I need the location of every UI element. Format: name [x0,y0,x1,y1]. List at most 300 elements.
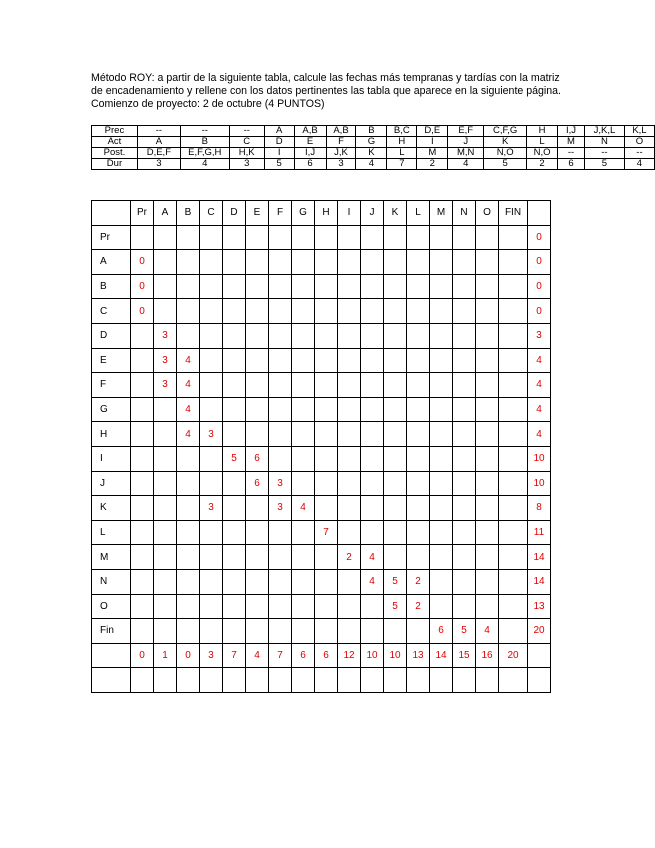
matrix-cell: 14 [528,569,551,594]
matrix-column-header [528,201,551,226]
matrix-cell [292,619,315,644]
matrix-cell [476,520,499,545]
matrix-cell [453,471,476,496]
matrix-row-label: N [92,569,131,594]
matrix-cell: 0 [131,250,154,275]
activity-info-table [91,125,655,170]
matrix-cell [499,373,528,398]
info-row [92,148,655,159]
info-cell: L [527,137,558,148]
matrix-cell [476,594,499,619]
matrix-cell [177,569,200,594]
info-cell: -- [558,148,585,159]
matrix-cell [154,250,177,275]
matrix-cell [499,446,528,471]
matrix-cell: 5 [453,619,476,644]
matrix-cell: 4 [361,569,384,594]
matrix-cell [246,323,269,348]
info-cell: G [356,137,387,148]
matrix-cell [476,225,499,250]
matrix-cell [223,373,246,398]
matrix-cell: 15 [453,643,476,668]
matrix-cell [154,594,177,619]
matrix-cell [338,348,361,373]
matrix-cell: 0 [131,643,154,668]
matrix-column-header: E [246,201,269,226]
matrix-row-label: M [92,545,131,570]
matrix-cell [223,397,246,422]
matrix-cell [131,348,154,373]
matrix-cell [361,397,384,422]
matrix-cell [246,569,269,594]
matrix-cell [269,545,292,570]
matrix-cell [361,520,384,545]
matrix-row [92,668,551,693]
info-cell: 3 [137,159,180,170]
info-cell: 5 [484,159,527,170]
matrix-cell [499,545,528,570]
matrix-cell [315,545,338,570]
matrix-cell [384,397,407,422]
info-cell: J,K [326,148,356,159]
matrix-cell [315,299,338,324]
matrix-cell [154,619,177,644]
matrix-column-header: M [430,201,453,226]
info-cell: A [264,126,294,137]
matrix-cell [200,520,223,545]
matrix-cell [269,225,292,250]
matrix-column-header: F [269,201,292,226]
matrix-cell [269,373,292,398]
matrix-cell [338,422,361,447]
matrix-cell [453,496,476,521]
matrix-cell [384,225,407,250]
matrix-cell: 3 [200,496,223,521]
matrix-cell [476,323,499,348]
matrix-cell [453,422,476,447]
matrix-cell [154,397,177,422]
matrix-cell [499,471,528,496]
matrix-cell [476,348,499,373]
matrix-cell [499,348,528,373]
matrix-cell [361,323,384,348]
info-cell: 4 [624,159,654,170]
matrix-cell: 6 [315,643,338,668]
matrix-cell [246,274,269,299]
matrix-row [92,619,551,644]
matrix-cell [200,446,223,471]
info-cell: 5 [584,159,624,170]
matrix-cell [430,594,453,619]
matrix-cell [177,496,200,521]
matrix-cell: 2 [407,594,430,619]
matrix-cell: 8 [528,496,551,521]
matrix-cell: 1 [154,643,177,668]
info-cell: F [326,137,356,148]
matrix-cell [154,471,177,496]
matrix-cell [453,520,476,545]
matrix-column-header: C [200,201,223,226]
matrix-cell [430,250,453,275]
matrix-cell [177,520,200,545]
matrix-cell [177,668,200,693]
matrix-cell: 10 [361,643,384,668]
matrix-row-label [92,643,131,668]
matrix-cell [269,422,292,447]
matrix-cell: 14 [528,545,551,570]
matrix-cell: 0 [528,299,551,324]
matrix-cell [269,569,292,594]
matrix-cell [407,397,430,422]
matrix-cell [384,520,407,545]
matrix-row-label: Pr [92,225,131,250]
matrix-cell [269,594,292,619]
matrix-cell [338,446,361,471]
matrix-cell [430,520,453,545]
info-cell: N,O [527,148,558,159]
matrix-cell: 7 [223,643,246,668]
matrix-cell [315,471,338,496]
matrix-cell [269,520,292,545]
matrix-cell [269,250,292,275]
matrix-cell [269,397,292,422]
matrix-row [92,496,551,521]
matrix-row [92,348,551,373]
matrix-cell: 3 [154,348,177,373]
matrix-cell [338,594,361,619]
matrix-cell [407,225,430,250]
matrix-cell: 10 [528,471,551,496]
matrix-cell [154,274,177,299]
info-cell: B [356,126,387,137]
info-cell: I,J [558,126,585,137]
matrix-cell [476,373,499,398]
matrix-row [92,520,551,545]
matrix-cell [384,496,407,521]
matrix-cell [246,373,269,398]
matrix-cell [315,594,338,619]
matrix-column-header: D [223,201,246,226]
matrix-cell [131,397,154,422]
matrix-cell [154,569,177,594]
matrix-row [92,594,551,619]
matrix-cell [338,373,361,398]
matrix-cell [269,323,292,348]
matrix-cell [361,668,384,693]
matrix-cell [246,397,269,422]
matrix-cell: 4 [528,373,551,398]
matrix-cell: 6 [430,619,453,644]
matrix-cell [292,520,315,545]
matrix-cell: 2 [407,569,430,594]
matrix-cell [499,569,528,594]
matrix-cell: 11 [528,520,551,545]
matrix-column-header: Pr [131,201,154,226]
matrix-cell: 20 [528,619,551,644]
matrix-cell [292,299,315,324]
info-cell: K [484,137,527,148]
matrix-row-label: A [92,250,131,275]
matrix-cell [131,594,154,619]
matrix-cell [131,520,154,545]
matrix-row [92,373,551,398]
matrix-cell [223,274,246,299]
matrix-cell: 6 [246,471,269,496]
info-cell: 3 [326,159,356,170]
matrix-cell [154,520,177,545]
matrix-cell [131,373,154,398]
matrix-cell [430,471,453,496]
matrix-cell [338,397,361,422]
info-cell: 2 [417,159,448,170]
matrix-cell [315,373,338,398]
matrix-cell [361,348,384,373]
matrix-row-label: O [92,594,131,619]
matrix-row [92,643,551,668]
matrix-cell: 0 [528,250,551,275]
matrix-cell [200,373,223,398]
info-cell: A,B [294,126,326,137]
matrix-cell [338,668,361,693]
info-cell: 4 [448,159,484,170]
matrix-cell: 4 [528,397,551,422]
info-cell: -- [180,126,229,137]
matrix-cell [292,668,315,693]
matrix-cell [384,446,407,471]
info-cell: J [448,137,484,148]
matrix-cell [453,397,476,422]
matrix-cell: 13 [528,594,551,619]
matrix-cell [315,250,338,275]
matrix-cell [292,446,315,471]
matrix-cell: 4 [177,348,200,373]
matrix-cell: 7 [269,643,292,668]
matrix-cell: 0 [528,225,551,250]
matrix-row [92,446,551,471]
info-cell: B [180,137,229,148]
matrix-cell: 7 [315,520,338,545]
matrix-cell [292,594,315,619]
matrix-cell [223,471,246,496]
matrix-row-label: K [92,496,131,521]
matrix-cell [407,545,430,570]
instruction-line: de encadenamiento y rellene con los datos pertinentes las tabla que aparece en la siguiente página. [91,85,561,97]
matrix-cell [292,422,315,447]
matrix-cell [430,397,453,422]
matrix-cell [407,348,430,373]
matrix-cell: 4 [292,496,315,521]
matrix-cell [361,619,384,644]
info-cell: M [417,148,448,159]
matrix-row [92,225,551,250]
info-cell: 3 [229,159,264,170]
instructions [91,72,571,111]
matrix-cell [453,250,476,275]
matrix-cell [338,250,361,275]
matrix-cell: 3 [269,471,292,496]
matrix-cell [154,299,177,324]
matrix-cell [200,668,223,693]
info-cell: M,N [448,148,484,159]
matrix-cell: 4 [246,643,269,668]
matrix-cell: 20 [499,643,528,668]
matrix-cell [499,250,528,275]
matrix-cell [476,274,499,299]
matrix-row-label: L [92,520,131,545]
matrix-cell [315,422,338,447]
info-cell: E,F [448,126,484,137]
matrix-row-label: I [92,446,131,471]
matrix-cell [499,594,528,619]
matrix-cell [223,422,246,447]
matrix-cell: 3 [154,323,177,348]
matrix-cell [361,274,384,299]
matrix-cell [430,668,453,693]
info-row-label: Post. [92,148,138,159]
matrix-cell [453,569,476,594]
info-cell: -- [229,126,264,137]
matrix-column-header: J [361,201,384,226]
matrix-cell [476,422,499,447]
info-row [92,137,655,148]
info-cell: C,F,G [484,126,527,137]
matrix-column-header: G [292,201,315,226]
matrix-row-label: J [92,471,131,496]
matrix-column-header: H [315,201,338,226]
info-cell: N,O [484,148,527,159]
matrix-row [92,422,551,447]
matrix-cell [200,594,223,619]
matrix-cell [177,225,200,250]
matrix-cell [131,446,154,471]
matrix-cell [131,496,154,521]
matrix-cell [200,299,223,324]
info-cell: H [387,137,417,148]
matrix-cell [499,422,528,447]
matrix-cell: 4 [528,422,551,447]
matrix-cell [453,373,476,398]
matrix-cell [499,225,528,250]
matrix-cell [384,668,407,693]
matrix-row [92,250,551,275]
matrix-cell [407,496,430,521]
matrix-cell [528,643,551,668]
matrix-cell [200,323,223,348]
info-cell: H [527,126,558,137]
matrix-cell [246,619,269,644]
matrix-cell [407,274,430,299]
matrix-cell: 3 [154,373,177,398]
matrix-cell [338,274,361,299]
matrix-cell [315,348,338,373]
matrix-cell [177,471,200,496]
matrix-cell [269,299,292,324]
matrix-cell [269,348,292,373]
info-cell: E,F,G,H [180,148,229,159]
matrix-cell [223,545,246,570]
matrix-cell [361,594,384,619]
matrix-cell [131,422,154,447]
matrix-cell [315,225,338,250]
matrix-cell [200,348,223,373]
matrix-cell [453,274,476,299]
matrix-column-header: L [407,201,430,226]
matrix-cell [361,299,384,324]
matrix-cell [430,545,453,570]
matrix-cell [315,668,338,693]
instruction-line: Método ROY: a partir de la siguiente tabla, calcule las fechas más tempranas y tardías con la matriz [91,72,560,84]
matrix-cell [384,619,407,644]
matrix-cell: 4 [476,619,499,644]
matrix-cell [292,397,315,422]
matrix-row [92,545,551,570]
matrix-cell [407,471,430,496]
matrix-cell [200,397,223,422]
matrix-cell: 0 [177,643,200,668]
info-cell: C [229,137,264,148]
matrix-cell [154,496,177,521]
matrix-cell [200,569,223,594]
matrix-cell: 4 [177,373,200,398]
matrix-cell [453,323,476,348]
matrix-cell [338,471,361,496]
matrix-cell: 4 [177,397,200,422]
matrix-corner [92,201,131,226]
matrix-cell [131,545,154,570]
matrix-cell [200,471,223,496]
matrix-cell [338,569,361,594]
matrix-column-header: A [154,201,177,226]
info-cell: J,K,L [584,126,624,137]
matrix-cell [223,250,246,275]
matrix-row-label [92,668,131,693]
matrix-cell [384,323,407,348]
info-cell: 4 [356,159,387,170]
matrix-cell: 10 [528,446,551,471]
matrix-cell [338,299,361,324]
matrix-cell [476,471,499,496]
info-row-label: Dur [92,159,138,170]
matrix-cell [315,619,338,644]
matrix-row-label: C [92,299,131,324]
matrix-cell [407,323,430,348]
matrix-cell [430,496,453,521]
matrix-cell [246,250,269,275]
matrix-cell [223,323,246,348]
info-cell: D [264,137,294,148]
matrix-cell: 12 [338,643,361,668]
matrix-cell [246,225,269,250]
matrix-cell [338,323,361,348]
matrix-cell [453,446,476,471]
info-row [92,126,655,137]
matrix-cell: 14 [430,643,453,668]
matrix-cell [131,471,154,496]
info-cell: D,E,F [137,148,180,159]
info-cell: N [584,137,624,148]
chaining-matrix [91,200,551,693]
matrix-cell [177,299,200,324]
matrix-cell [131,619,154,644]
info-cell: 6 [294,159,326,170]
matrix-cell [269,274,292,299]
matrix-cell [223,520,246,545]
matrix-cell: 0 [131,299,154,324]
matrix-cell [361,250,384,275]
matrix-cell: 0 [131,274,154,299]
matrix-cell [315,496,338,521]
matrix-cell [476,446,499,471]
